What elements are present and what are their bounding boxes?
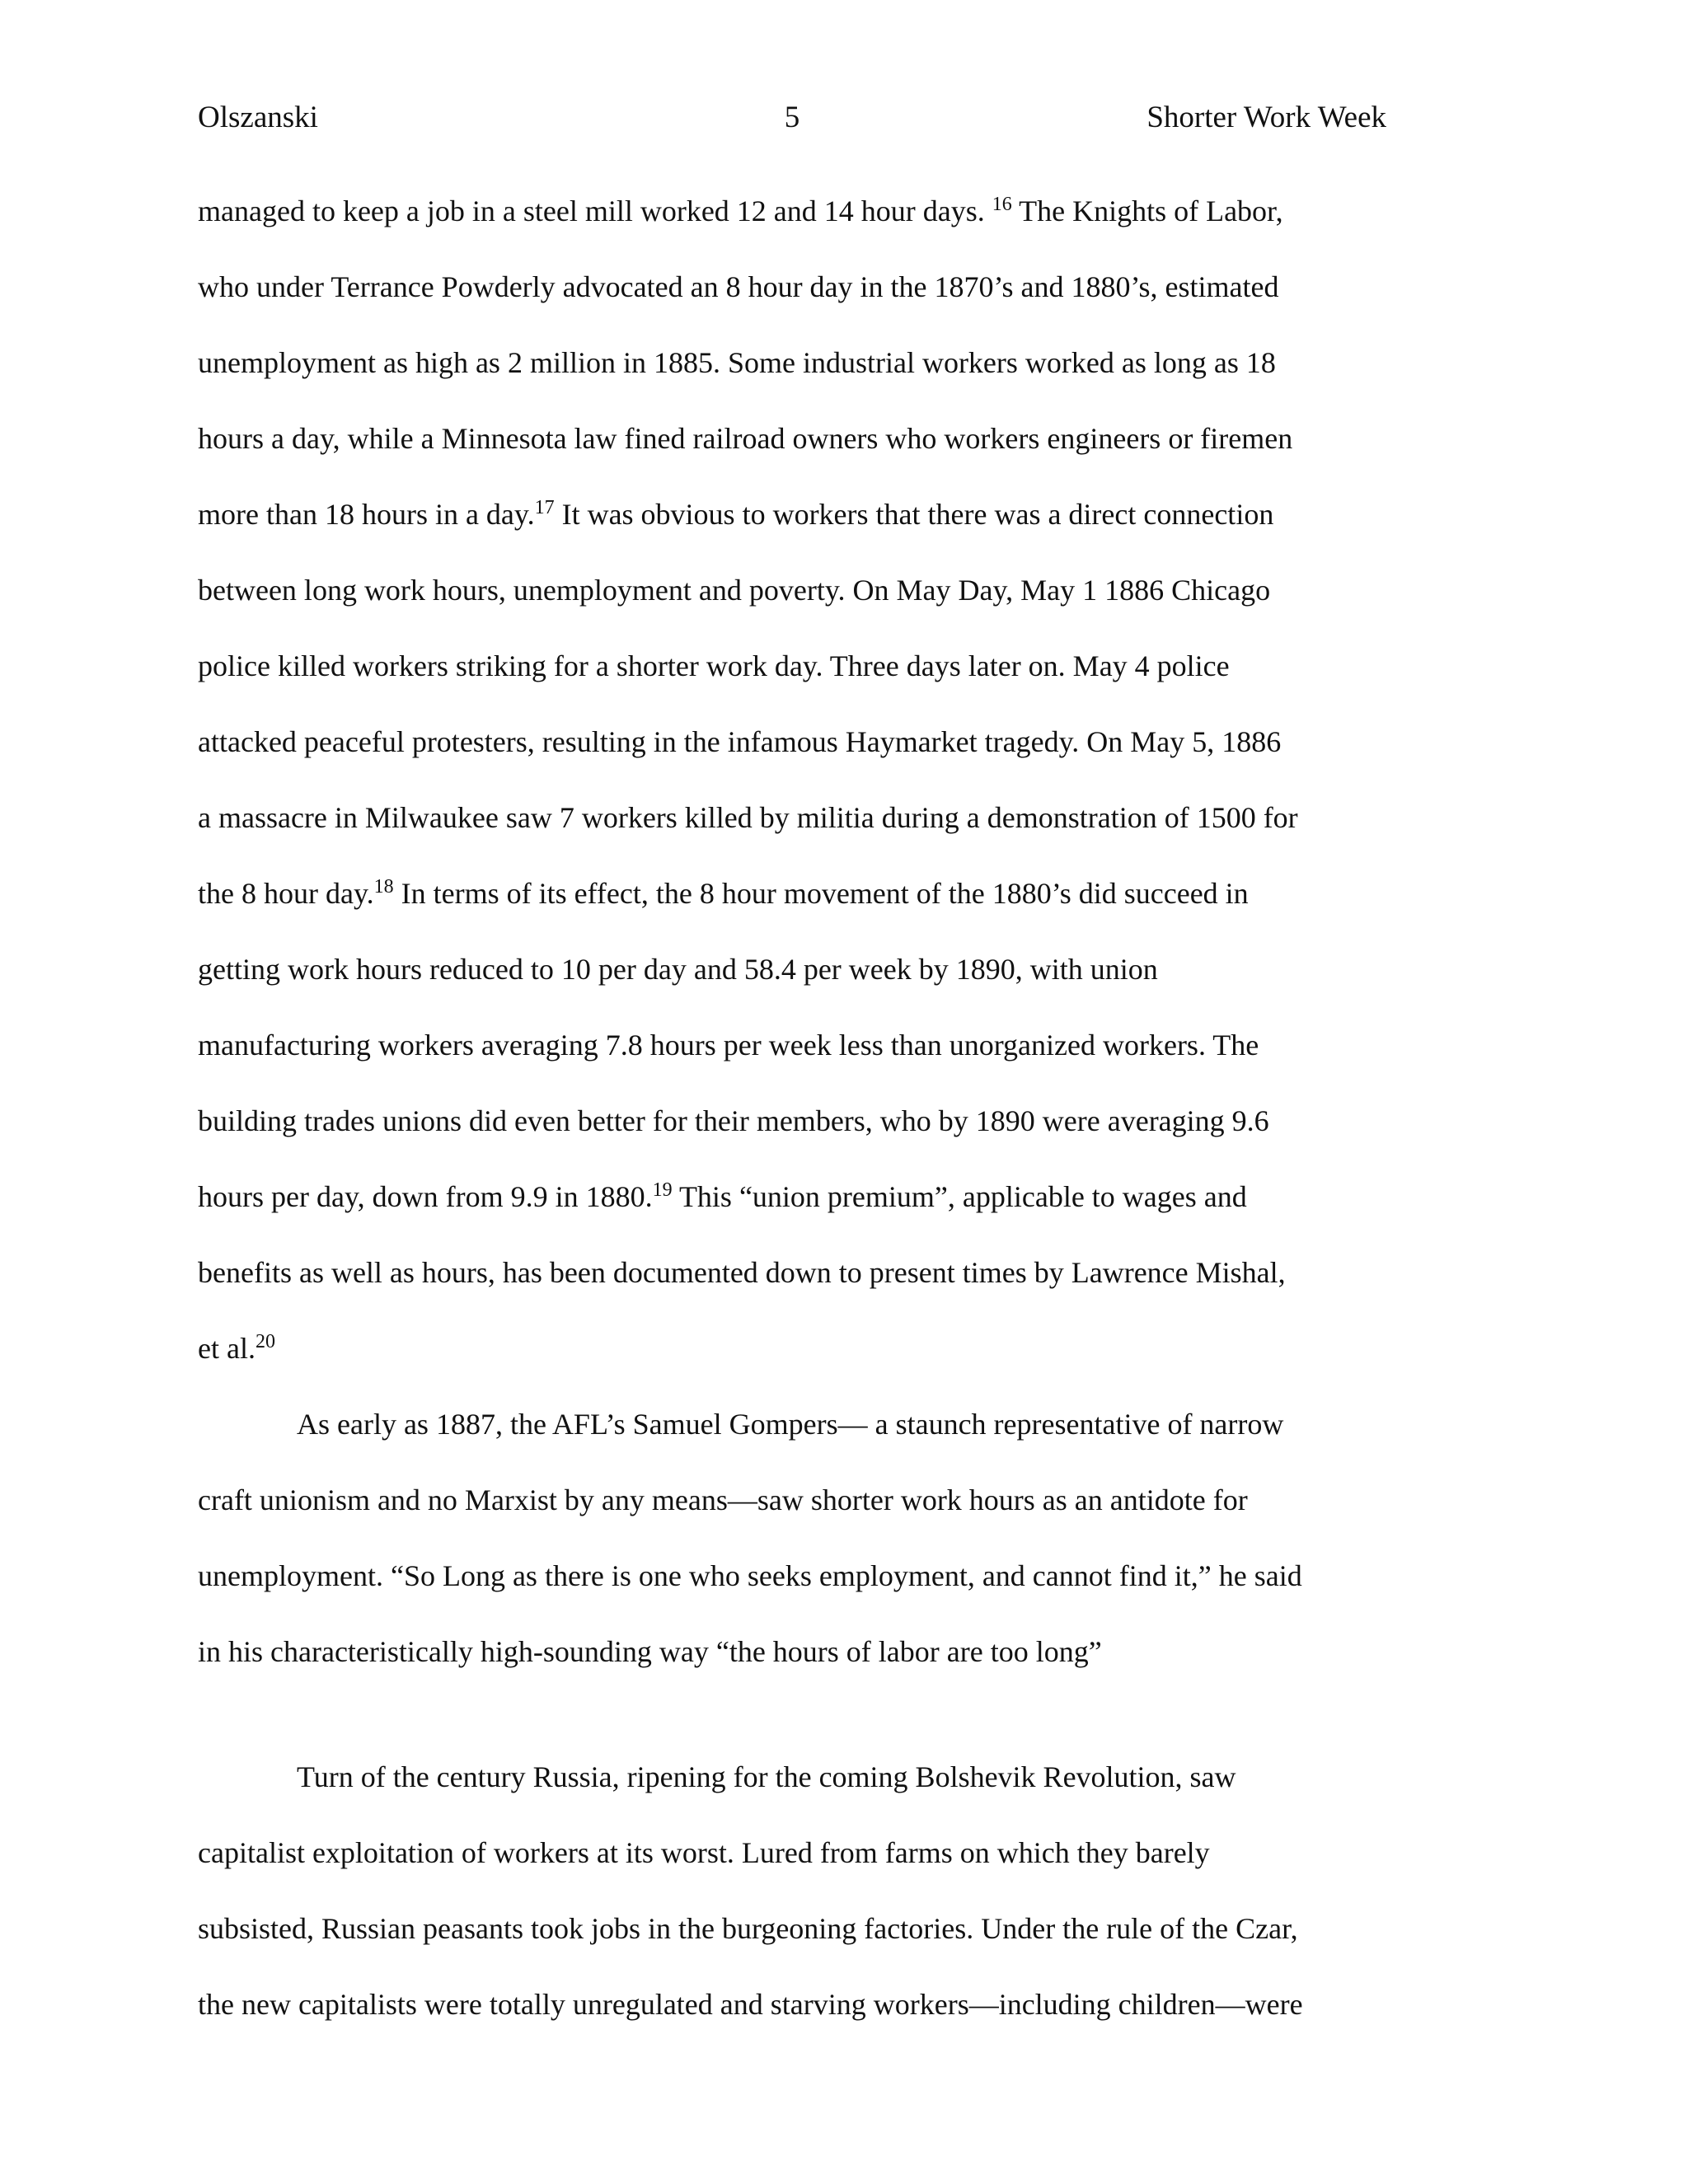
text-line: police killed workers striking for a shorter work day. Three days later on. May 4 police [198, 649, 1230, 682]
text-line: craft unionism and no Marxist by any means—saw shorter work hours as an antidote for [198, 1483, 1248, 1516]
line-text: hours per day, down from 9.9 in 1880. [198, 1180, 653, 1213]
page-header [198, 97, 1386, 138]
text-line: in his characteristically high-sounding way “the hours of labor are too long” [198, 1635, 1102, 1668]
text-line: attacked peaceful protesters, resulting in the infamous Haymarket tragedy. On May 5, 1886 [198, 725, 1282, 758]
text-line: subsisted, Russian peasants took jobs in the burgeoning factories. Under the rule of the Czar, [198, 1912, 1298, 1945]
paragraph-gap [198, 1690, 1451, 1739]
text-line: between long work hours, unemployment and poverty. On May Day, May 1 1886 Chicago [198, 574, 1271, 607]
line-text: the 8 hour day. [198, 877, 374, 910]
footnote-ref: 16 [992, 194, 1012, 215]
text-line [198, 1159, 1451, 1235]
line-text: In terms of its effect, the 8 hour movement of the 1880’s did succeed in [393, 877, 1249, 910]
line-text: The Knights of Labor, [1011, 194, 1283, 227]
text-line: Turn of the century Russia, ripening for the coming Bolshevik Revolution, saw [297, 1760, 1236, 1793]
text-line: capitalist exploitation of workers at its worst. Lured from farms on which they barely [198, 1836, 1210, 1869]
header-running-title: Shorter Work Week [1146, 101, 1386, 134]
paragraph-3 [198, 1739, 1451, 2042]
body-text [198, 173, 1451, 2042]
text-line: benefits as well as hours, has been documented down to present times by Lawrence Mishal, [198, 1256, 1286, 1289]
line-text: more than 18 hours in a day. [198, 498, 535, 531]
text-line: the new capitalists were totally unregulated and starving workers—including children—were [198, 1988, 1303, 2021]
line-text: It was obvious to workers that there was a direct connection [554, 498, 1274, 531]
footnote-ref: 17 [534, 497, 555, 518]
text-line [198, 173, 1451, 249]
footnote-ref: 18 [373, 876, 394, 898]
text-line: who under Terrance Powderly advocated an 8 hour day in the 1870’s and 1880’s, estimated [198, 270, 1279, 303]
text-line: hours a day, while a Minnesota law fined railroad owners who workers engineers or firemen [198, 422, 1293, 455]
text-line: unemployment as high as 2 million in 1885. Some industrial workers worked as long as 18 [198, 346, 1276, 379]
paragraph-2 [198, 1386, 1451, 1690]
header-page-number: 5 [784, 101, 800, 134]
text-line: getting work hours reduced to 10 per day and 58.4 per week by 1890, with union [198, 953, 1158, 986]
text-line: As early as 1887, the AFL’s Samuel Gompers— a staunch representative of narrow [297, 1408, 1284, 1441]
text-line: manufacturing workers averaging 7.8 hours per week less than unorganized workers. The [198, 1029, 1259, 1062]
line-text: managed to keep a job in a steel mill worked 12 and 14 hour days. [198, 194, 985, 227]
line-text: et al. [198, 1332, 256, 1365]
line-text: This “union premium”, applicable to wages and [672, 1180, 1247, 1213]
text-line [198, 855, 1451, 931]
header-author: Olszanski [198, 101, 318, 134]
paragraph-1 [198, 173, 1451, 1386]
text-line: a massacre in Milwaukee saw 7 workers killed by militia during a demonstration of 1500 for [198, 801, 1298, 834]
text-line [198, 1310, 1451, 1386]
text-line: unemployment. “So Long as there is one who seeks employment, and cannot find it,” he said [198, 1559, 1302, 1592]
footnote-ref: 20 [255, 1331, 275, 1352]
text-line: building trades unions did even better for their members, who by 1890 were averaging 9.6 [198, 1104, 1269, 1137]
footnote-ref: 19 [652, 1179, 673, 1201]
text-line [198, 476, 1451, 552]
